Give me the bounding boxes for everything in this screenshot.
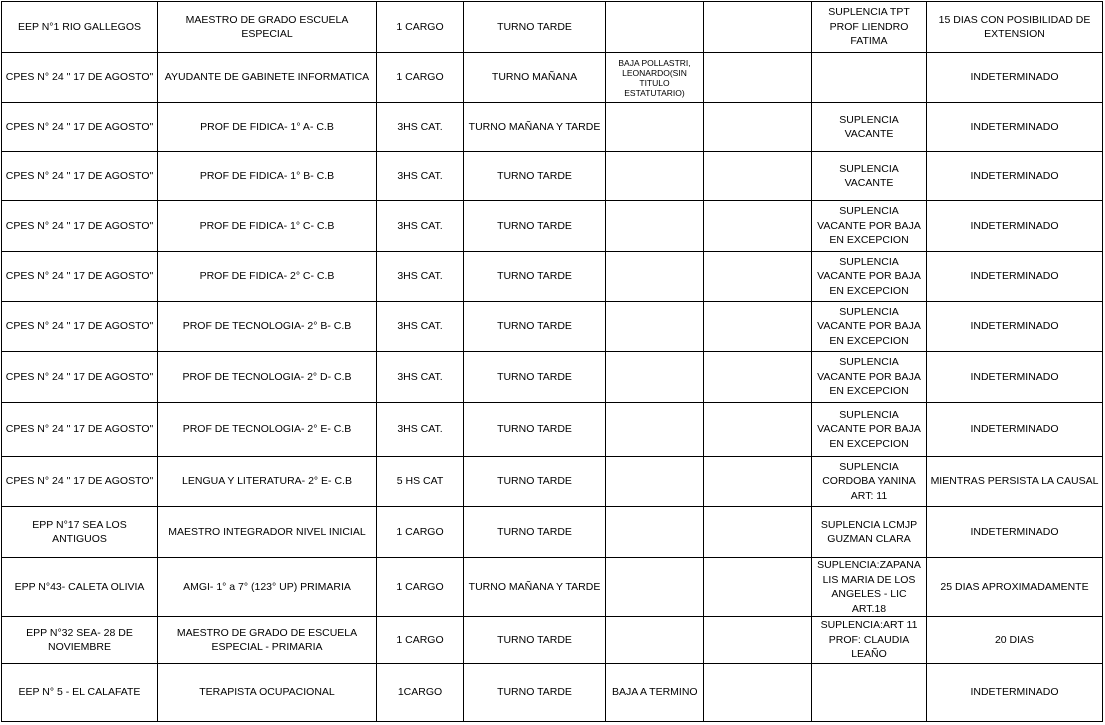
shift-cell: TURNO MAÑANA xyxy=(464,53,606,103)
shift-cell: TURNO TARDE xyxy=(464,664,606,722)
position-cell: TERAPISTA OCUPACIONAL xyxy=(158,664,377,722)
position-cell: MAESTRO DE GRADO DE ESCUELA ESPECIAL - PRIMARIA xyxy=(158,617,377,664)
status-cell: SUPLENCIA:ZAPANA LIS MARIA DE LOS ANGELES - LIC ART.18 xyxy=(812,558,927,617)
shift-cell: TURNO TARDE xyxy=(464,152,606,201)
status-cell xyxy=(812,664,927,722)
school-cell: CPES N° 24 " 17 DE AGOSTO" xyxy=(2,103,158,152)
note-cell xyxy=(606,152,704,201)
table-row xyxy=(2,352,1103,403)
table-row xyxy=(2,617,1103,664)
position-cell: AYUDANTE DE GABINETE INFORMATICA xyxy=(158,53,377,103)
quantity-cell: 3HS CAT. xyxy=(377,252,464,302)
extra-cell xyxy=(704,617,812,664)
shift-cell: TURNO TARDE xyxy=(464,617,606,664)
table-row xyxy=(2,457,1103,507)
quantity-cell: 1CARGO xyxy=(377,664,464,722)
status-cell: SUPLENCIA:ART 11 PROF: CLAUDIA LEAÑO xyxy=(812,617,927,664)
status-cell: SUPLENCIA VACANTE xyxy=(812,152,927,201)
table-row xyxy=(2,53,1103,103)
note-cell: BAJA POLLASTRI, LEONARDO(SIN TITULO ESTATUTARIO) xyxy=(606,53,704,103)
duration-cell: INDETERMINADO xyxy=(927,201,1103,252)
table-row xyxy=(2,201,1103,252)
school-cell: CPES N° 24 " 17 DE AGOSTO" xyxy=(2,152,158,201)
quantity-cell: 1 CARGO xyxy=(377,53,464,103)
quantity-cell: 3HS CAT. xyxy=(377,403,464,457)
status-cell: SUPLENCIA VACANTE xyxy=(812,103,927,152)
quantity-cell: 3HS CAT. xyxy=(377,152,464,201)
school-cell: EEP N° 5 - EL CALAFATE xyxy=(2,664,158,722)
position-cell: PROF DE TECNOLOGIA- 2° D- C.B xyxy=(158,352,377,403)
extra-cell xyxy=(704,403,812,457)
position-cell: PROF DE FIDICA- 1° C- C.B xyxy=(158,201,377,252)
extra-cell xyxy=(704,152,812,201)
note-cell: BAJA A TERMINO xyxy=(606,664,704,722)
table-row xyxy=(2,507,1103,558)
shift-cell: TURNO TARDE xyxy=(464,457,606,507)
status-cell: SUPLENCIA CORDOBA YANINA ART: 11 xyxy=(812,457,927,507)
position-cell: PROF DE TECNOLOGIA- 2° B- C.B xyxy=(158,302,377,352)
school-cell: EEP N°1 RIO GALLEGOS xyxy=(2,2,158,53)
extra-cell xyxy=(704,352,812,403)
shift-cell: TURNO MAÑANA Y TARDE xyxy=(464,558,606,617)
table-row xyxy=(2,152,1103,201)
quantity-cell: 1 CARGO xyxy=(377,507,464,558)
shift-cell: TURNO TARDE xyxy=(464,352,606,403)
note-cell xyxy=(606,558,704,617)
school-cell: CPES N° 24 " 17 DE AGOSTO" xyxy=(2,252,158,302)
note-cell xyxy=(606,201,704,252)
note-cell xyxy=(606,2,704,53)
quantity-cell: 1 CARGO xyxy=(377,2,464,53)
school-cell: CPES N° 24 " 17 DE AGOSTO" xyxy=(2,352,158,403)
quantity-cell: 3HS CAT. xyxy=(377,103,464,152)
extra-cell xyxy=(704,507,812,558)
quantity-cell: 1 CARGO xyxy=(377,617,464,664)
extra-cell xyxy=(704,664,812,722)
duration-cell: 25 DIAS APROXIMADAMENTE xyxy=(927,558,1103,617)
note-cell xyxy=(606,507,704,558)
status-cell: SUPLENCIA VACANTE POR BAJA EN EXCEPCION xyxy=(812,252,927,302)
position-cell: AMGI- 1° a 7° (123° UP) PRIMARIA xyxy=(158,558,377,617)
shift-cell: TURNO TARDE xyxy=(464,201,606,252)
duration-cell: INDETERMINADO xyxy=(927,403,1103,457)
shift-cell: TURNO TARDE xyxy=(464,2,606,53)
table-row xyxy=(2,664,1103,722)
status-cell: SUPLENCIA VACANTE POR BAJA EN EXCEPCION xyxy=(812,201,927,252)
extra-cell xyxy=(704,53,812,103)
extra-cell xyxy=(704,201,812,252)
shift-cell: TURNO TARDE xyxy=(464,252,606,302)
note-cell xyxy=(606,302,704,352)
duration-cell: INDETERMINADO xyxy=(927,103,1103,152)
position-cell: PROF DE FIDICA- 1° A- C.B xyxy=(158,103,377,152)
extra-cell xyxy=(704,2,812,53)
quantity-cell: 3HS CAT. xyxy=(377,201,464,252)
note-cell xyxy=(606,103,704,152)
duration-cell: INDETERMINADO xyxy=(927,507,1103,558)
note-cell xyxy=(606,403,704,457)
position-cell: PROF DE TECNOLOGIA- 2° E- C.B xyxy=(158,403,377,457)
status-cell: SUPLENCIA VACANTE POR BAJA EN EXCEPCION xyxy=(812,403,927,457)
vacancies-table xyxy=(1,1,1103,722)
shift-cell: TURNO TARDE xyxy=(464,302,606,352)
extra-cell xyxy=(704,558,812,617)
position-cell: MAESTRO INTEGRADOR NIVEL INICIAL xyxy=(158,507,377,558)
status-cell: SUPLENCIA LCMJP GUZMAN CLARA xyxy=(812,507,927,558)
extra-cell xyxy=(704,103,812,152)
school-cell: CPES N° 24 " 17 DE AGOSTO" xyxy=(2,457,158,507)
school-cell: CPES N° 24 " 17 DE AGOSTO" xyxy=(2,403,158,457)
school-cell: EPP N°17 SEA LOS ANTIGUOS xyxy=(2,507,158,558)
shift-cell: TURNO MAÑANA Y TARDE xyxy=(464,103,606,152)
school-cell: EPP N°32 SEA- 28 DE NOVIEMBRE xyxy=(2,617,158,664)
duration-cell: INDETERMINADO xyxy=(927,302,1103,352)
table-row xyxy=(2,558,1103,617)
duration-cell: INDETERMINADO xyxy=(927,252,1103,302)
table-row xyxy=(2,403,1103,457)
position-cell: LENGUA Y LITERATURA- 2° E- C.B xyxy=(158,457,377,507)
note-cell xyxy=(606,252,704,302)
status-cell: SUPLENCIA VACANTE POR BAJA EN EXCEPCION xyxy=(812,302,927,352)
status-cell: SUPLENCIA TPT PROF LIENDRO FATIMA xyxy=(812,2,927,53)
extra-cell xyxy=(704,302,812,352)
table-row xyxy=(2,103,1103,152)
duration-cell: MIENTRAS PERSISTA LA CAUSAL xyxy=(927,457,1103,507)
table-row xyxy=(2,2,1103,53)
quantity-cell: 5 HS CAT xyxy=(377,457,464,507)
duration-cell: 15 DIAS CON POSIBILIDAD DE EXTENSION xyxy=(927,2,1103,53)
position-cell: MAESTRO DE GRADO ESCUELA ESPECIAL xyxy=(158,2,377,53)
school-cell: CPES N° 24 " 17 DE AGOSTO" xyxy=(2,201,158,252)
quantity-cell: 3HS CAT. xyxy=(377,302,464,352)
extra-cell xyxy=(704,457,812,507)
position-cell: PROF DE FIDICA- 1° B- C.B xyxy=(158,152,377,201)
table-body xyxy=(2,2,1103,722)
duration-cell: 20 DIAS xyxy=(927,617,1103,664)
note-cell xyxy=(606,457,704,507)
table-row xyxy=(2,302,1103,352)
school-cell: CPES N° 24 " 17 DE AGOSTO" xyxy=(2,302,158,352)
school-cell: EPP N°43- CALETA OLIVIA xyxy=(2,558,158,617)
quantity-cell: 1 CARGO xyxy=(377,558,464,617)
note-cell xyxy=(606,352,704,403)
school-cell: CPES N° 24 " 17 DE AGOSTO" xyxy=(2,53,158,103)
status-cell: SUPLENCIA VACANTE POR BAJA EN EXCEPCION xyxy=(812,352,927,403)
table-row xyxy=(2,252,1103,302)
status-cell xyxy=(812,53,927,103)
quantity-cell: 3HS CAT. xyxy=(377,352,464,403)
duration-cell: INDETERMINADO xyxy=(927,152,1103,201)
note-cell xyxy=(606,617,704,664)
extra-cell xyxy=(704,252,812,302)
position-cell: PROF DE FIDICA- 2° C- C.B xyxy=(158,252,377,302)
shift-cell: TURNO TARDE xyxy=(464,507,606,558)
shift-cell: TURNO TARDE xyxy=(464,403,606,457)
duration-cell: INDETERMINADO xyxy=(927,664,1103,722)
duration-cell: INDETERMINADO xyxy=(927,53,1103,103)
duration-cell: INDETERMINADO xyxy=(927,352,1103,403)
